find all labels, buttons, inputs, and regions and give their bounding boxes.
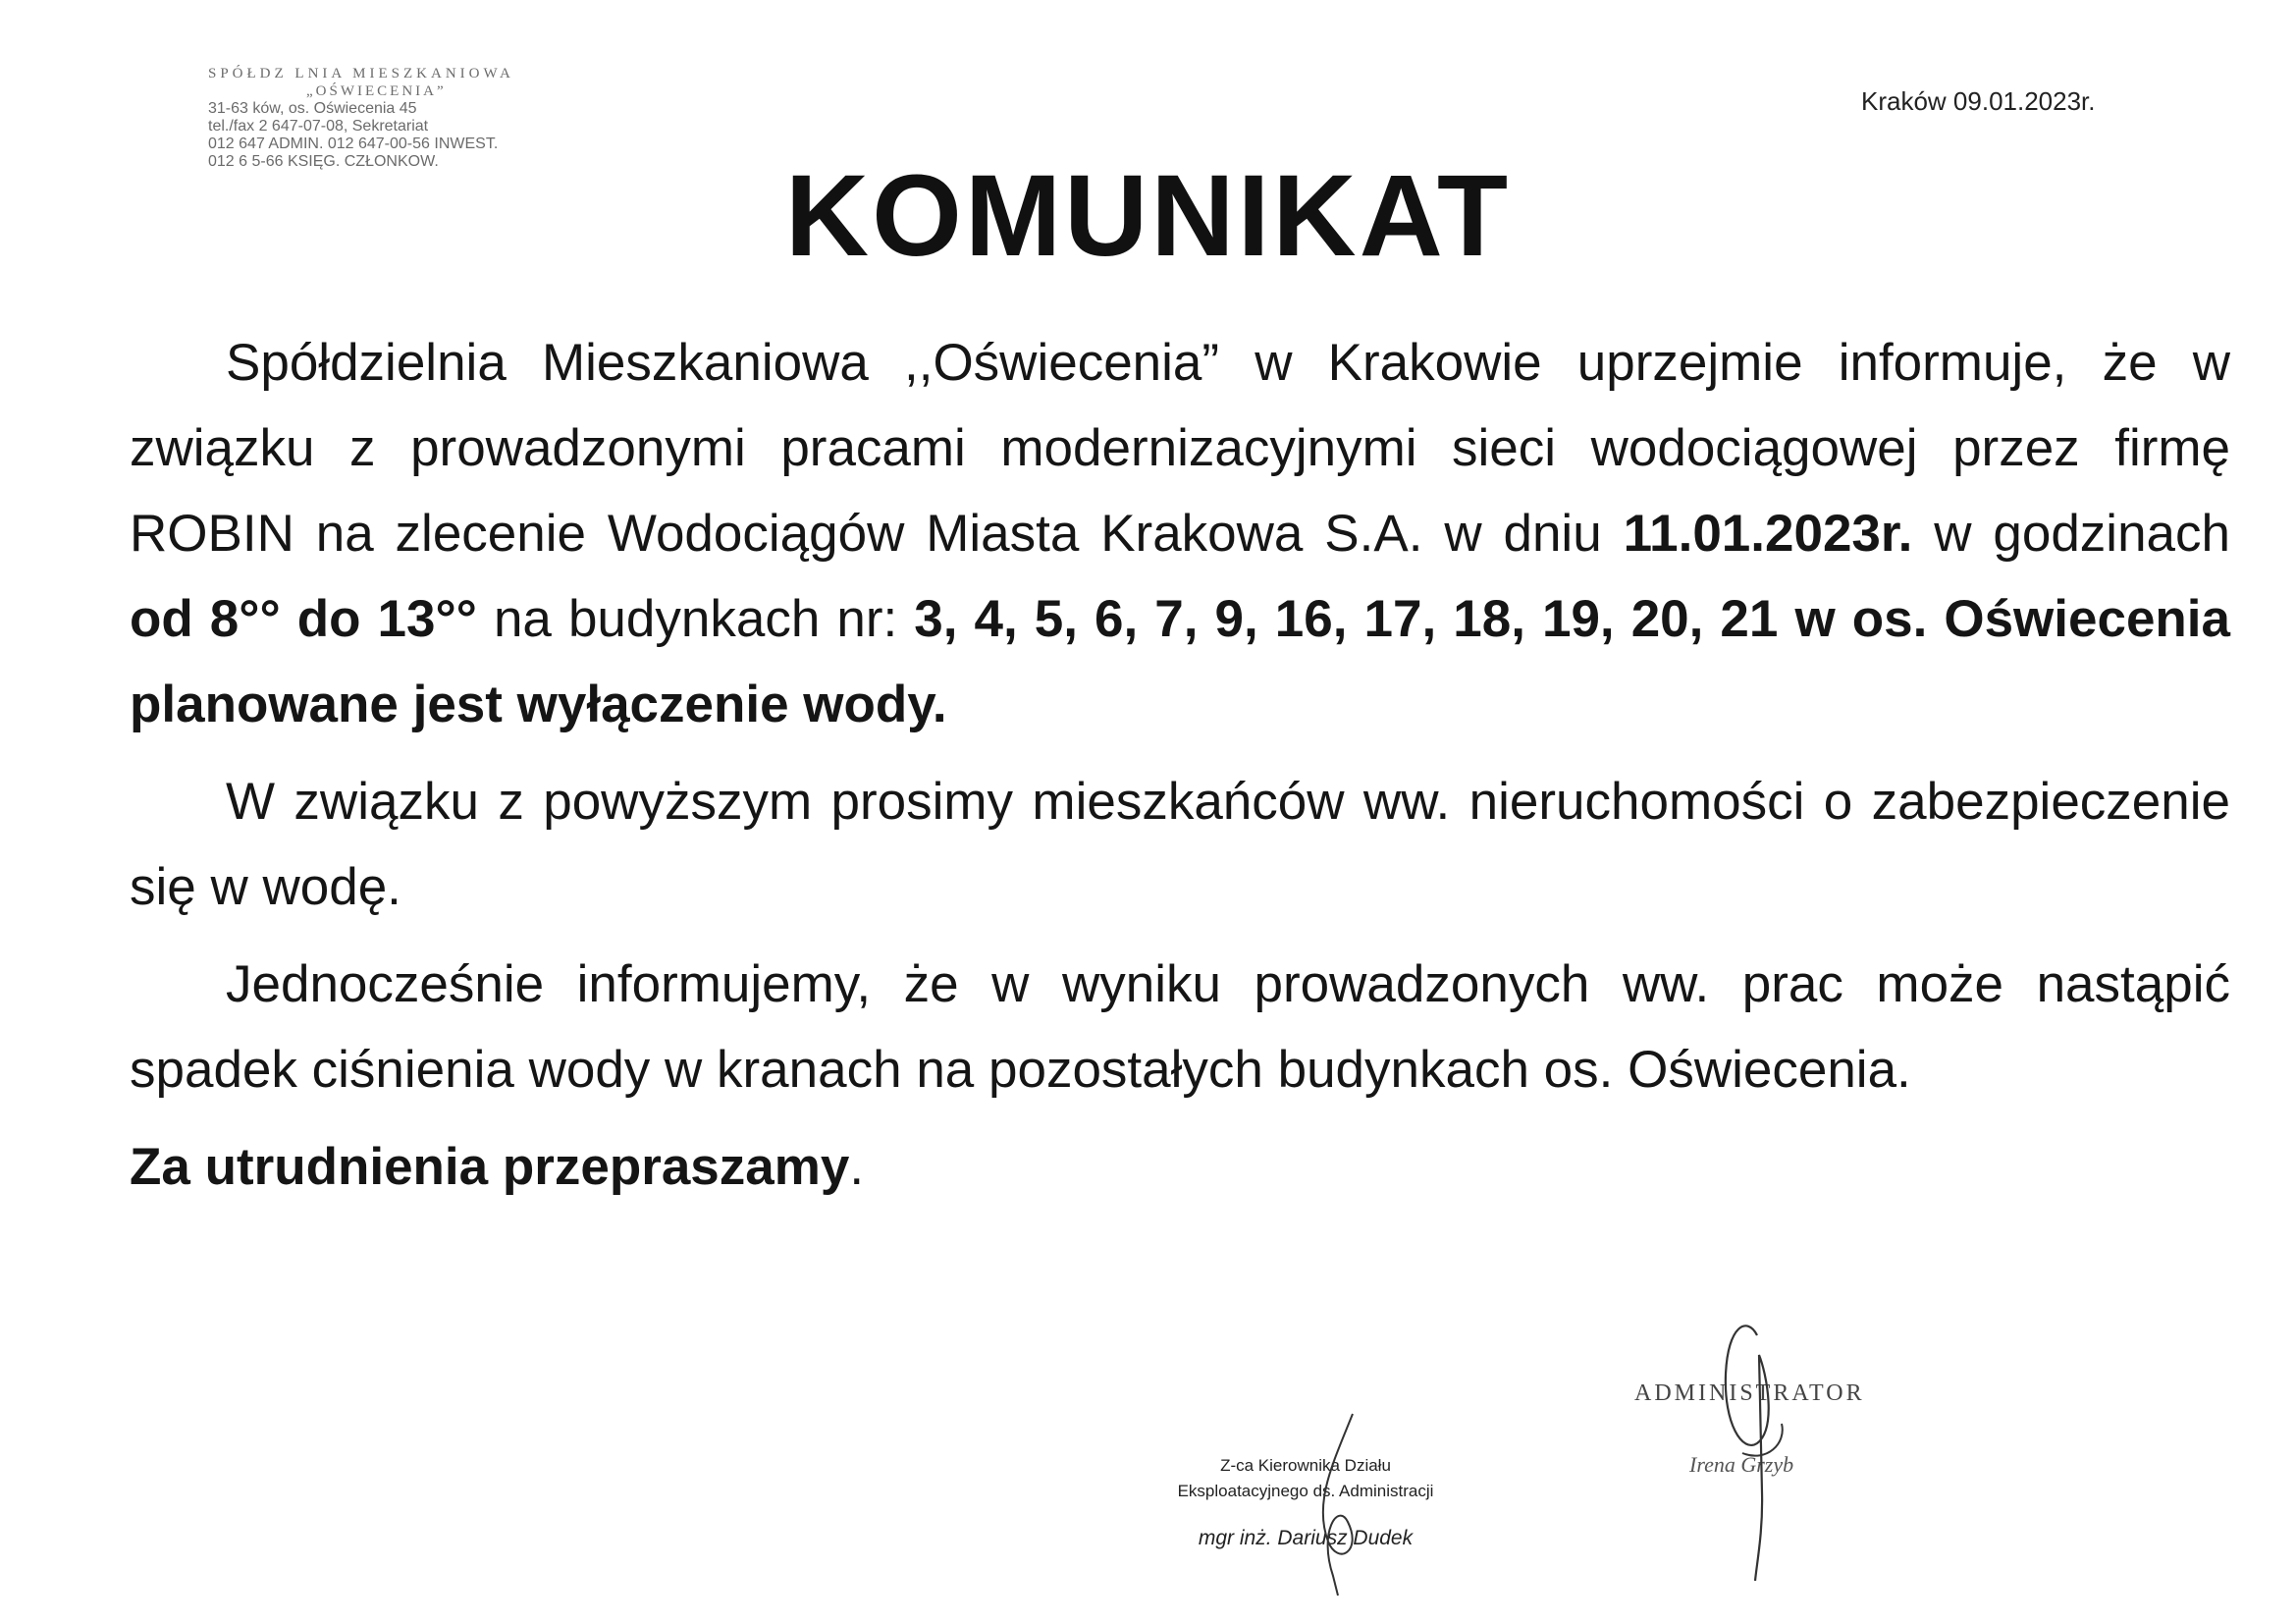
administrator-name: Irena Grzyb [1689,1452,1794,1477]
handwritten-signature-icon [1688,1296,1816,1591]
stamp-line-accounts: 012 6 5-66 KSIĘG. CZŁONKOW. [208,153,439,170]
closing-period: . [849,1138,865,1196]
paragraph-announcement [130,320,2230,747]
announcement-text-b: w godzinach [1934,505,2231,563]
stamp-line-admin: 012 647 ADMIN. 012 647-00-56 INWEST. [208,135,499,152]
stamp-line-phone: tel./fax 2 647-07-08, Sekretariat [208,118,429,135]
notice-body [130,320,2230,1221]
signature-title-line1: Z-ca Kierownika Działu [1220,1456,1391,1475]
signature-title-line2: Eksploatacyjnego ds. Administracji [1177,1482,1434,1500]
administrator-role: ADMINISTRATOR [1634,1380,1865,1406]
closing-apology-bold: Za utrudnienia przepraszamy [130,1138,850,1196]
announcement-text-c: na budynkach nr: [493,590,898,648]
affected-buildings: 3, 4, 5, 6, 7, 9, 16, 17, 18, 19, 20, 21 w os. Oświecenia planowane jest wyłączenie wody. [130,590,2231,733]
handwritten-signature-icon [1294,1404,1382,1600]
paragraph-pressure-info: Jednocześnie informujemy, że w wyniku prowadzonych ww. prac może nastąpić spadek ciśnienia wody w kranach na pozostałych budynkach os. Oświecenia. [130,955,2230,1099]
announcement-text-a: Spółdzielnia Mieszkaniowa ,,Oświecenia” w Krakowie uprzejmie informuje, że w związku z prowadzonymi pracami modernizacyjnymi sieci wodociągowej przez firmę ROBIN na zlecenie Wodociągów Miasta Krakowa S.A. w dniu [130,334,2230,563]
document-date: Kraków 09.01.2023r. [1861,86,2096,116]
signature-name: mgr inż. Dariusz Dudek [1198,1527,1414,1549]
page-title: KOMUNIKAT [784,151,1512,281]
outage-hours: od 8°° do 13°° [130,590,477,648]
paragraph-request: W związku z powyższym prosimy mieszkańców ww. nieruchomości o zabezpieczenie się w wodę. [130,773,2230,916]
closing-apology [130,1124,2230,1210]
outage-date: 11.01.2023r. [1623,505,1913,563]
stamp-line-address: 31-63 ków, os. Oświecenia 45 [208,100,417,117]
stamp-line-name: SPÓŁDZ LNIA MIESZKANIOWA [208,66,514,81]
stamp-line-brand: „OŚWIECENIA” [306,83,447,99]
